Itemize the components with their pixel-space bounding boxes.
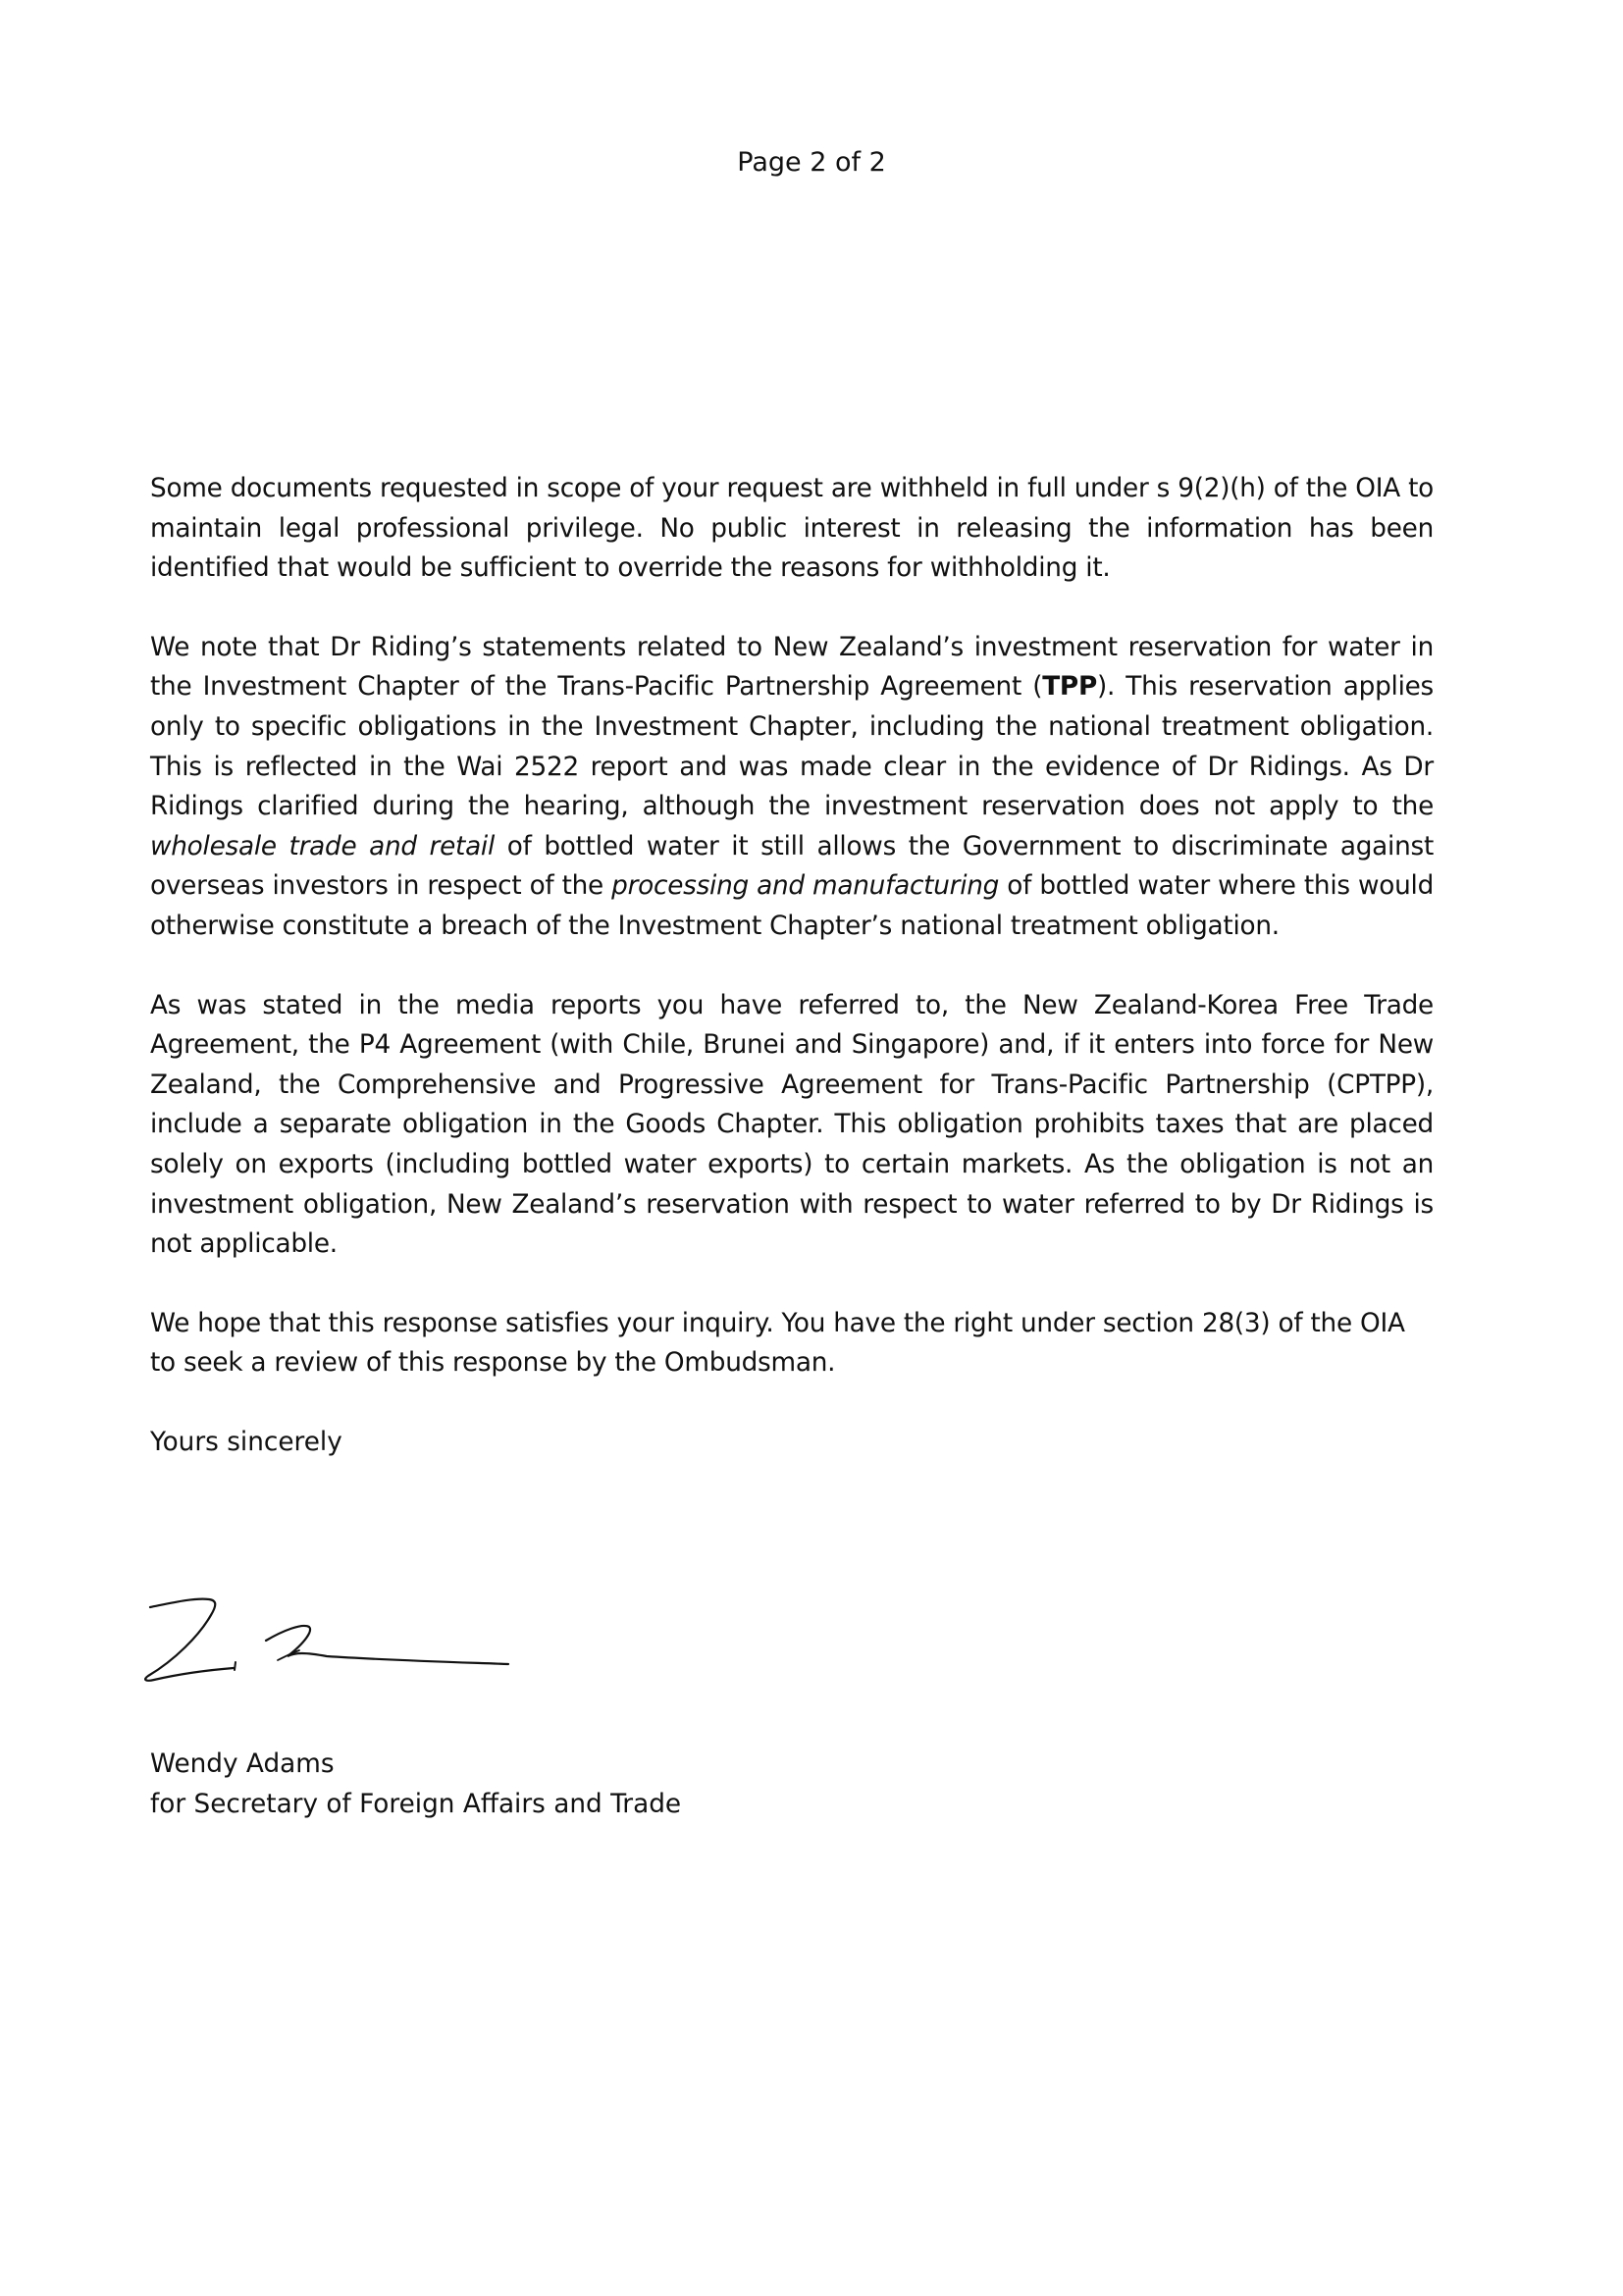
- signer-block: [150, 1745, 681, 1824]
- paragraph-goods-chapter-obligation: As was stated in the media reports you have referred to, the New Zealand-Korea Free Trade Agreement, the P4 Agreement (with Chile, Brunei and Singapore) and, if it enters into force for New Zealand, the Comprehensive and Progressive Agreement for Trans-Pacific Partnership (CPTPP), include a separate obligation in the Goods Chapter. This obligation prohibits taxes that are placed solely on exports (including bottled water exports) to certain markets. As the obligation is not an investment obligation, New Zealand’s reservation with respect to water referred to by Dr Ridings is not applicable.: [150, 990, 1434, 1260]
- paragraph-withheld-documents: Some documents requested in scope of your request are withheld in full under s 9(2)(h) of the OIA to maintain legal professional privilege. No public interest in releasing the information has been identified that would be sufficient to override the reasons for withholding it.: [150, 474, 1434, 584]
- paragraph-investment-reservation: [150, 628, 1434, 947]
- paragraph-text: of bottled water it still allows the Government to discriminate against overseas investors in respect of the: [150, 831, 1435, 902]
- emphasis-processing-manufacturing: processing and manufacturing: [611, 871, 1000, 902]
- page-number-header: Page 2 of 2: [737, 147, 886, 178]
- paragraph-text: We note that Dr Riding’s statements related to New Zealand’s investment reservation for water in the Investment Chapter of the Trans-Pacific Partnership Agreement (: [150, 632, 1434, 703]
- letter-body: [150, 469, 1434, 1462]
- tpp-abbreviation: TPP: [1042, 672, 1097, 703]
- paragraph-text: ). This reservation applies only to specific obligations in the Investment Chapter, including the national treatment obligation. This is reflected in the Wai 2522 report and was made clear in the evidence of Dr Ridings. As Dr Ridings clarified during the hearing, although the investment reservation does not apply to the: [150, 672, 1435, 822]
- paragraph-ombudsman-review: We hope that this response satisfies your inquiry. You have the right under section 28(3) of the OIA to seek a review of this response by the Ombudsman.: [150, 1308, 1405, 1379]
- signature-icon: [140, 1592, 552, 1686]
- closing-salutation: Yours sincerely: [150, 1427, 342, 1457]
- paragraph-text: of bottled water where this would otherwise constitute a breach of the Investment Chapter’s national treatment obligation.: [150, 871, 1435, 941]
- emphasis-wholesale-retail: wholesale trade and retail: [150, 831, 496, 861]
- signer-name: Wendy Adams: [150, 1749, 335, 1779]
- signer-title: for Secretary of Foreign Affairs and Trade: [150, 1789, 682, 1819]
